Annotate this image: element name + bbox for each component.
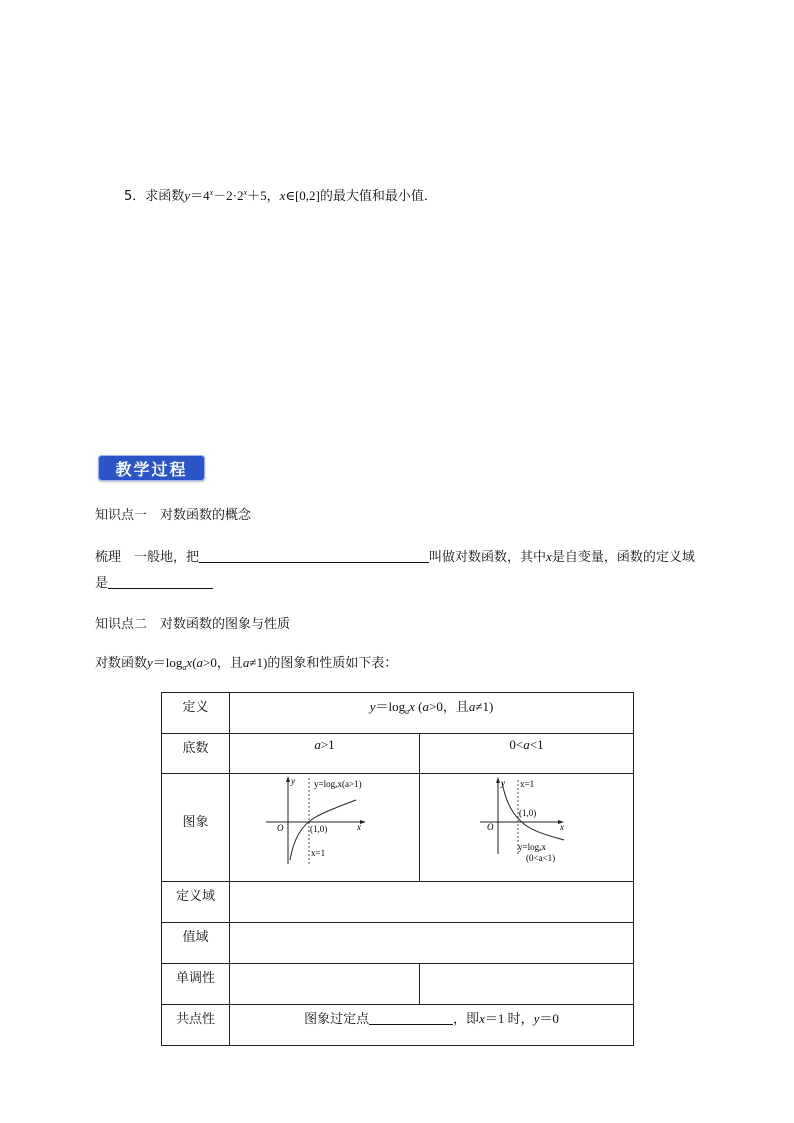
- base-between-zero-one: [420, 734, 634, 774]
- fixed-point-text: 图象过定点: [304, 1012, 370, 1027]
- common-point-text: [230, 1005, 634, 1046]
- row-graph: [162, 774, 634, 882]
- row-range: [162, 923, 634, 964]
- label-definition: 定义: [162, 693, 230, 734]
- base-greater-than-one: [230, 734, 420, 774]
- table-intro: [95, 652, 397, 672]
- summary-paragraph: [95, 544, 705, 597]
- condition-ne1: ≠1): [475, 699, 494, 714]
- summary-text-1: 叫做对数函数，其中: [429, 550, 547, 565]
- point-label: (1,0): [310, 824, 328, 834]
- equals-four: ＝4: [190, 188, 210, 203]
- summary-text-2: 是自变量，函数的定义域是: [95, 550, 695, 591]
- paren-open: (: [414, 699, 423, 714]
- definition-formula: [230, 693, 634, 734]
- var-y: y: [533, 1011, 540, 1026]
- label-range: 值域: [162, 923, 230, 964]
- point-label: (1,0): [519, 808, 537, 818]
- var-a: a: [422, 699, 429, 714]
- equals-log: ＝log: [152, 655, 183, 670]
- var-y: y: [147, 655, 153, 670]
- y-axis-label: y: [501, 778, 505, 788]
- equals-log: ＝log: [375, 699, 406, 714]
- exponent-x-2: x: [243, 188, 248, 197]
- question-suffix: 的最大值和最小值．: [319, 189, 437, 204]
- asymptote-label: x=1: [520, 779, 535, 789]
- var-y: y: [184, 188, 191, 203]
- asymptote-label: x=1: [311, 848, 326, 858]
- that-is-text: ，即: [453, 1012, 480, 1027]
- paren-open: (: [192, 655, 197, 670]
- var-x: x: [186, 655, 193, 670]
- label-domain: 定义域: [162, 882, 230, 923]
- var-a-2: a: [468, 699, 476, 714]
- intro-text: 对数函数: [95, 656, 148, 671]
- zero-lt: 0<: [509, 737, 524, 752]
- summary-label: 梳理 一般地，把: [95, 550, 200, 565]
- x-axis-label: x: [357, 822, 361, 832]
- var-y: y: [369, 699, 376, 714]
- log-base: a: [405, 707, 410, 716]
- x-equals-one: ＝1 时，: [484, 1011, 534, 1026]
- y-axis-arrow-icon: [286, 776, 290, 782]
- x-axis-label: x: [560, 822, 564, 832]
- var-x: x: [479, 1011, 485, 1026]
- properties-table: [161, 692, 634, 1046]
- var-a: a: [314, 737, 321, 752]
- y-equals-zero: ＝0: [539, 1011, 559, 1026]
- var-a: a: [523, 737, 530, 752]
- monotonicity-answer-a-gt-1[interactable]: [230, 964, 420, 1005]
- domain-blank[interactable]: [108, 576, 213, 589]
- curve-label: y=logₐx(a>1): [314, 779, 362, 789]
- row-common-point: [162, 1005, 634, 1046]
- section-banner: 教学过程: [98, 455, 205, 481]
- question-prefix: 求函数: [145, 189, 185, 204]
- label-monotonicity: 单调性: [162, 964, 230, 1005]
- row-definition: [162, 693, 634, 734]
- var-x: x: [409, 699, 415, 714]
- label-common-point: 共点性: [162, 1005, 230, 1046]
- interval: ∈[0,2]: [285, 188, 320, 203]
- var-x: x: [279, 188, 286, 203]
- monotonicity-answer-a-lt-1[interactable]: [420, 964, 634, 1005]
- var-a-2: a: [242, 655, 250, 670]
- log-graph-increasing: [230, 774, 420, 881]
- question-number: 5．: [124, 189, 146, 204]
- log-base: a: [182, 663, 187, 672]
- knowledge-point-1-title: 知识点一 对数函数的概念: [95, 508, 252, 523]
- graph-a-lt-1: [420, 774, 634, 882]
- condition-gt0: >0，且: [203, 655, 243, 670]
- row-monotonicity: [162, 964, 634, 1005]
- row-domain: [162, 882, 634, 923]
- minus-term: －2·2: [213, 188, 244, 203]
- curve-label: y=logₐx: [518, 842, 547, 852]
- y-axis-label: y: [291, 776, 295, 786]
- gt-one: >1: [320, 737, 335, 752]
- plus-term: ＋5，: [247, 188, 280, 203]
- label-graph: 图象: [162, 774, 230, 882]
- definition-blank[interactable]: [199, 550, 429, 563]
- lt-one: <1: [529, 737, 544, 752]
- range-answer-cell[interactable]: [230, 923, 634, 964]
- condition-ne1: ≠1)的图象和性质如下表：: [249, 655, 398, 670]
- knowledge-point-2-title: 知识点二 对数函数的图象与性质: [95, 617, 291, 632]
- var-x: x: [546, 549, 552, 564]
- exponent-x: x: [209, 188, 214, 197]
- origin-label: O: [277, 823, 284, 833]
- graph-a-gt-1: [230, 774, 420, 882]
- condition-gt0: >0，且: [428, 699, 469, 714]
- row-base: [162, 734, 634, 774]
- log-graph-decreasing: [420, 774, 634, 881]
- var-a: a: [196, 655, 204, 670]
- y-axis-arrow-icon: [496, 777, 500, 783]
- origin-label: O: [487, 822, 494, 832]
- question-5: [124, 185, 437, 204]
- fixed-point-blank[interactable]: [369, 1012, 453, 1025]
- curve-condition-label: (0<a<1): [526, 853, 556, 863]
- domain-answer-cell[interactable]: [230, 882, 634, 923]
- label-base: 底数: [162, 734, 230, 774]
